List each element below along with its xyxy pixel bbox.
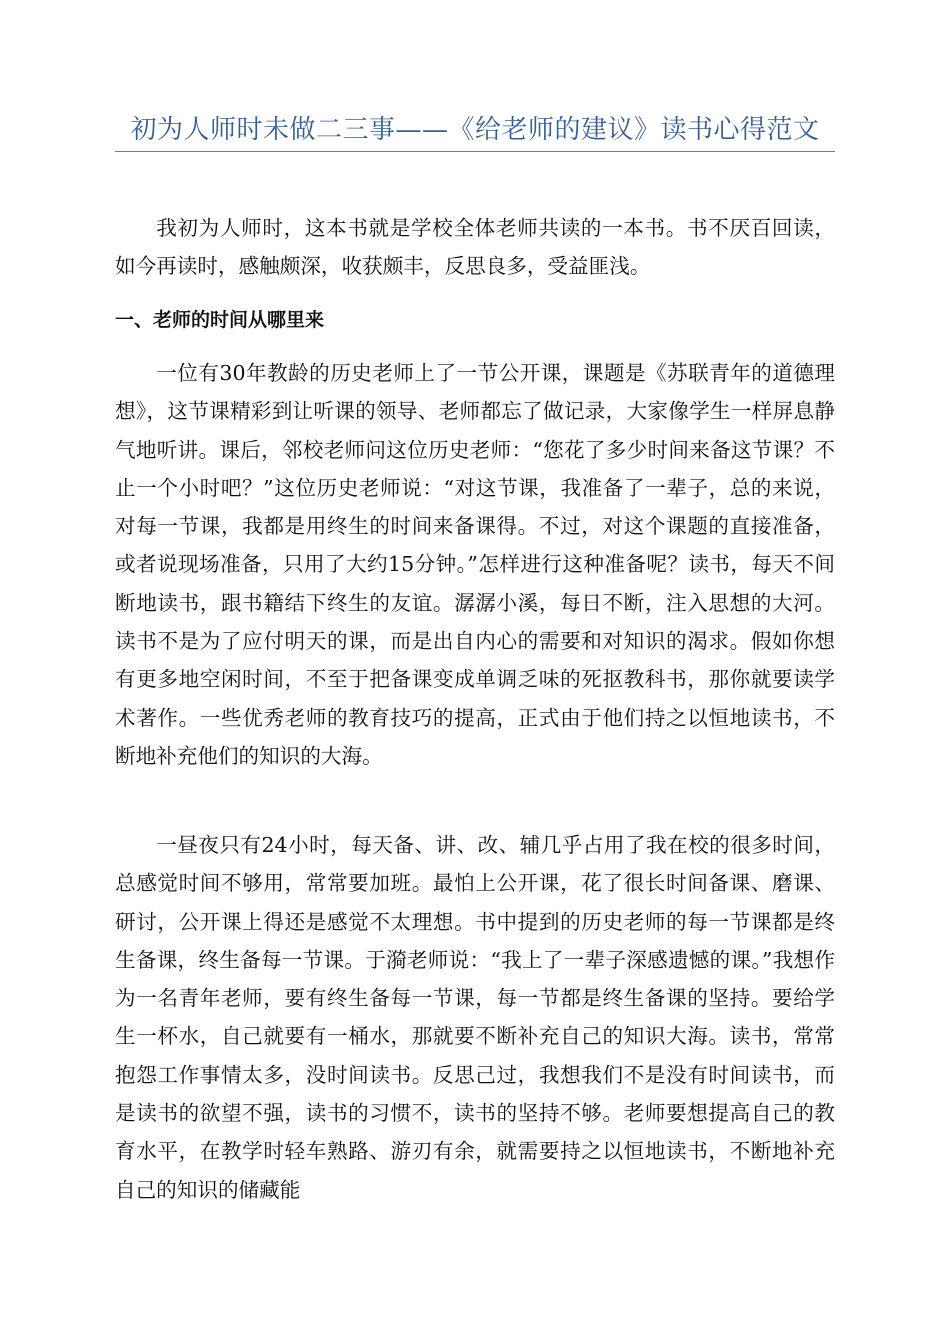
section-heading: 一、老师的时间从哪里来 [115,309,325,331]
intro-paragraph: 我初为人师时，这本书就是学校全体老师共读的一本书。书不厌百回读，如今再读时，感触颇深，收获颇丰，反思良多，受益匪浅。 [115,216,835,279]
title-block [115,112,835,152]
body-paragraph-2: 一昼夜只有24小时，每天备、讲、改、辅几乎占用了我在校的很多时间，总感觉时间不够用，常常要加班。最怕上公开课，花了很长时间备课、磨课、研讨，公开课上得还是感觉不太理想。书中提到的历史老师的每一节课都是终生备课，终生备每一节课。于漪老师说：“我上了一辈子深感遗憾的课。”我想作为一名青年老师，要有终生备每一节课，每一节都是终生备课的坚持。要给学生一杯水，自己就要有一桶水，那就要不断补充自己的知识大海。读书，常常抱怨工作事情太多，没时间读书。反思己过，我想我们不是没有时间读书，而是读书的欲望不强，读书的习惯不，读书的坚持不够。老师要想提高自己的教育水平，在教学时轻车熟路、游刃有余，就需要持之以恒地读书，不断地补充自己的知识的储藏能 [115,833,835,1202]
body-paragraph-1: 一位有30年教龄的历史老师上了一节公开课，课题是《苏联青年的道德理想》，这节课精彩到让听课的领导、老师都忘了做记录，大家像学生一样屏息静气地听讲。课后，邻校老师问这位历史老师：“您花了多少时间来备这节课？不止一个小时吧？”这位历史老师说：“对这节课，我准备了一辈子，总的来说，对每一节课，我都是用终生的时间来备课得。不过，对这个课题的直接准备，或者说现场准备，只用了大约15分钟。”怎样进行这种准备呢？读书，每天不间断地读书，跟书籍结下终生的友谊。潺潺小溪，每日不断，注入思想的大河。读书不是为了应付明天的课，而是出自内心的需要和对知识的渴求。假如你想有更多地空闲时间，不至于把备课变成单调乏味的死抠教科书，那你就要读学术著作。一些优秀老师的教育技巧的提高，正式由于他们持之以恒地读书，不断地补充他们的知识的大海。 [115,361,835,768]
page-title: 初为人师时未做二三事——《给老师的建议》读书心得范文 [130,115,820,145]
